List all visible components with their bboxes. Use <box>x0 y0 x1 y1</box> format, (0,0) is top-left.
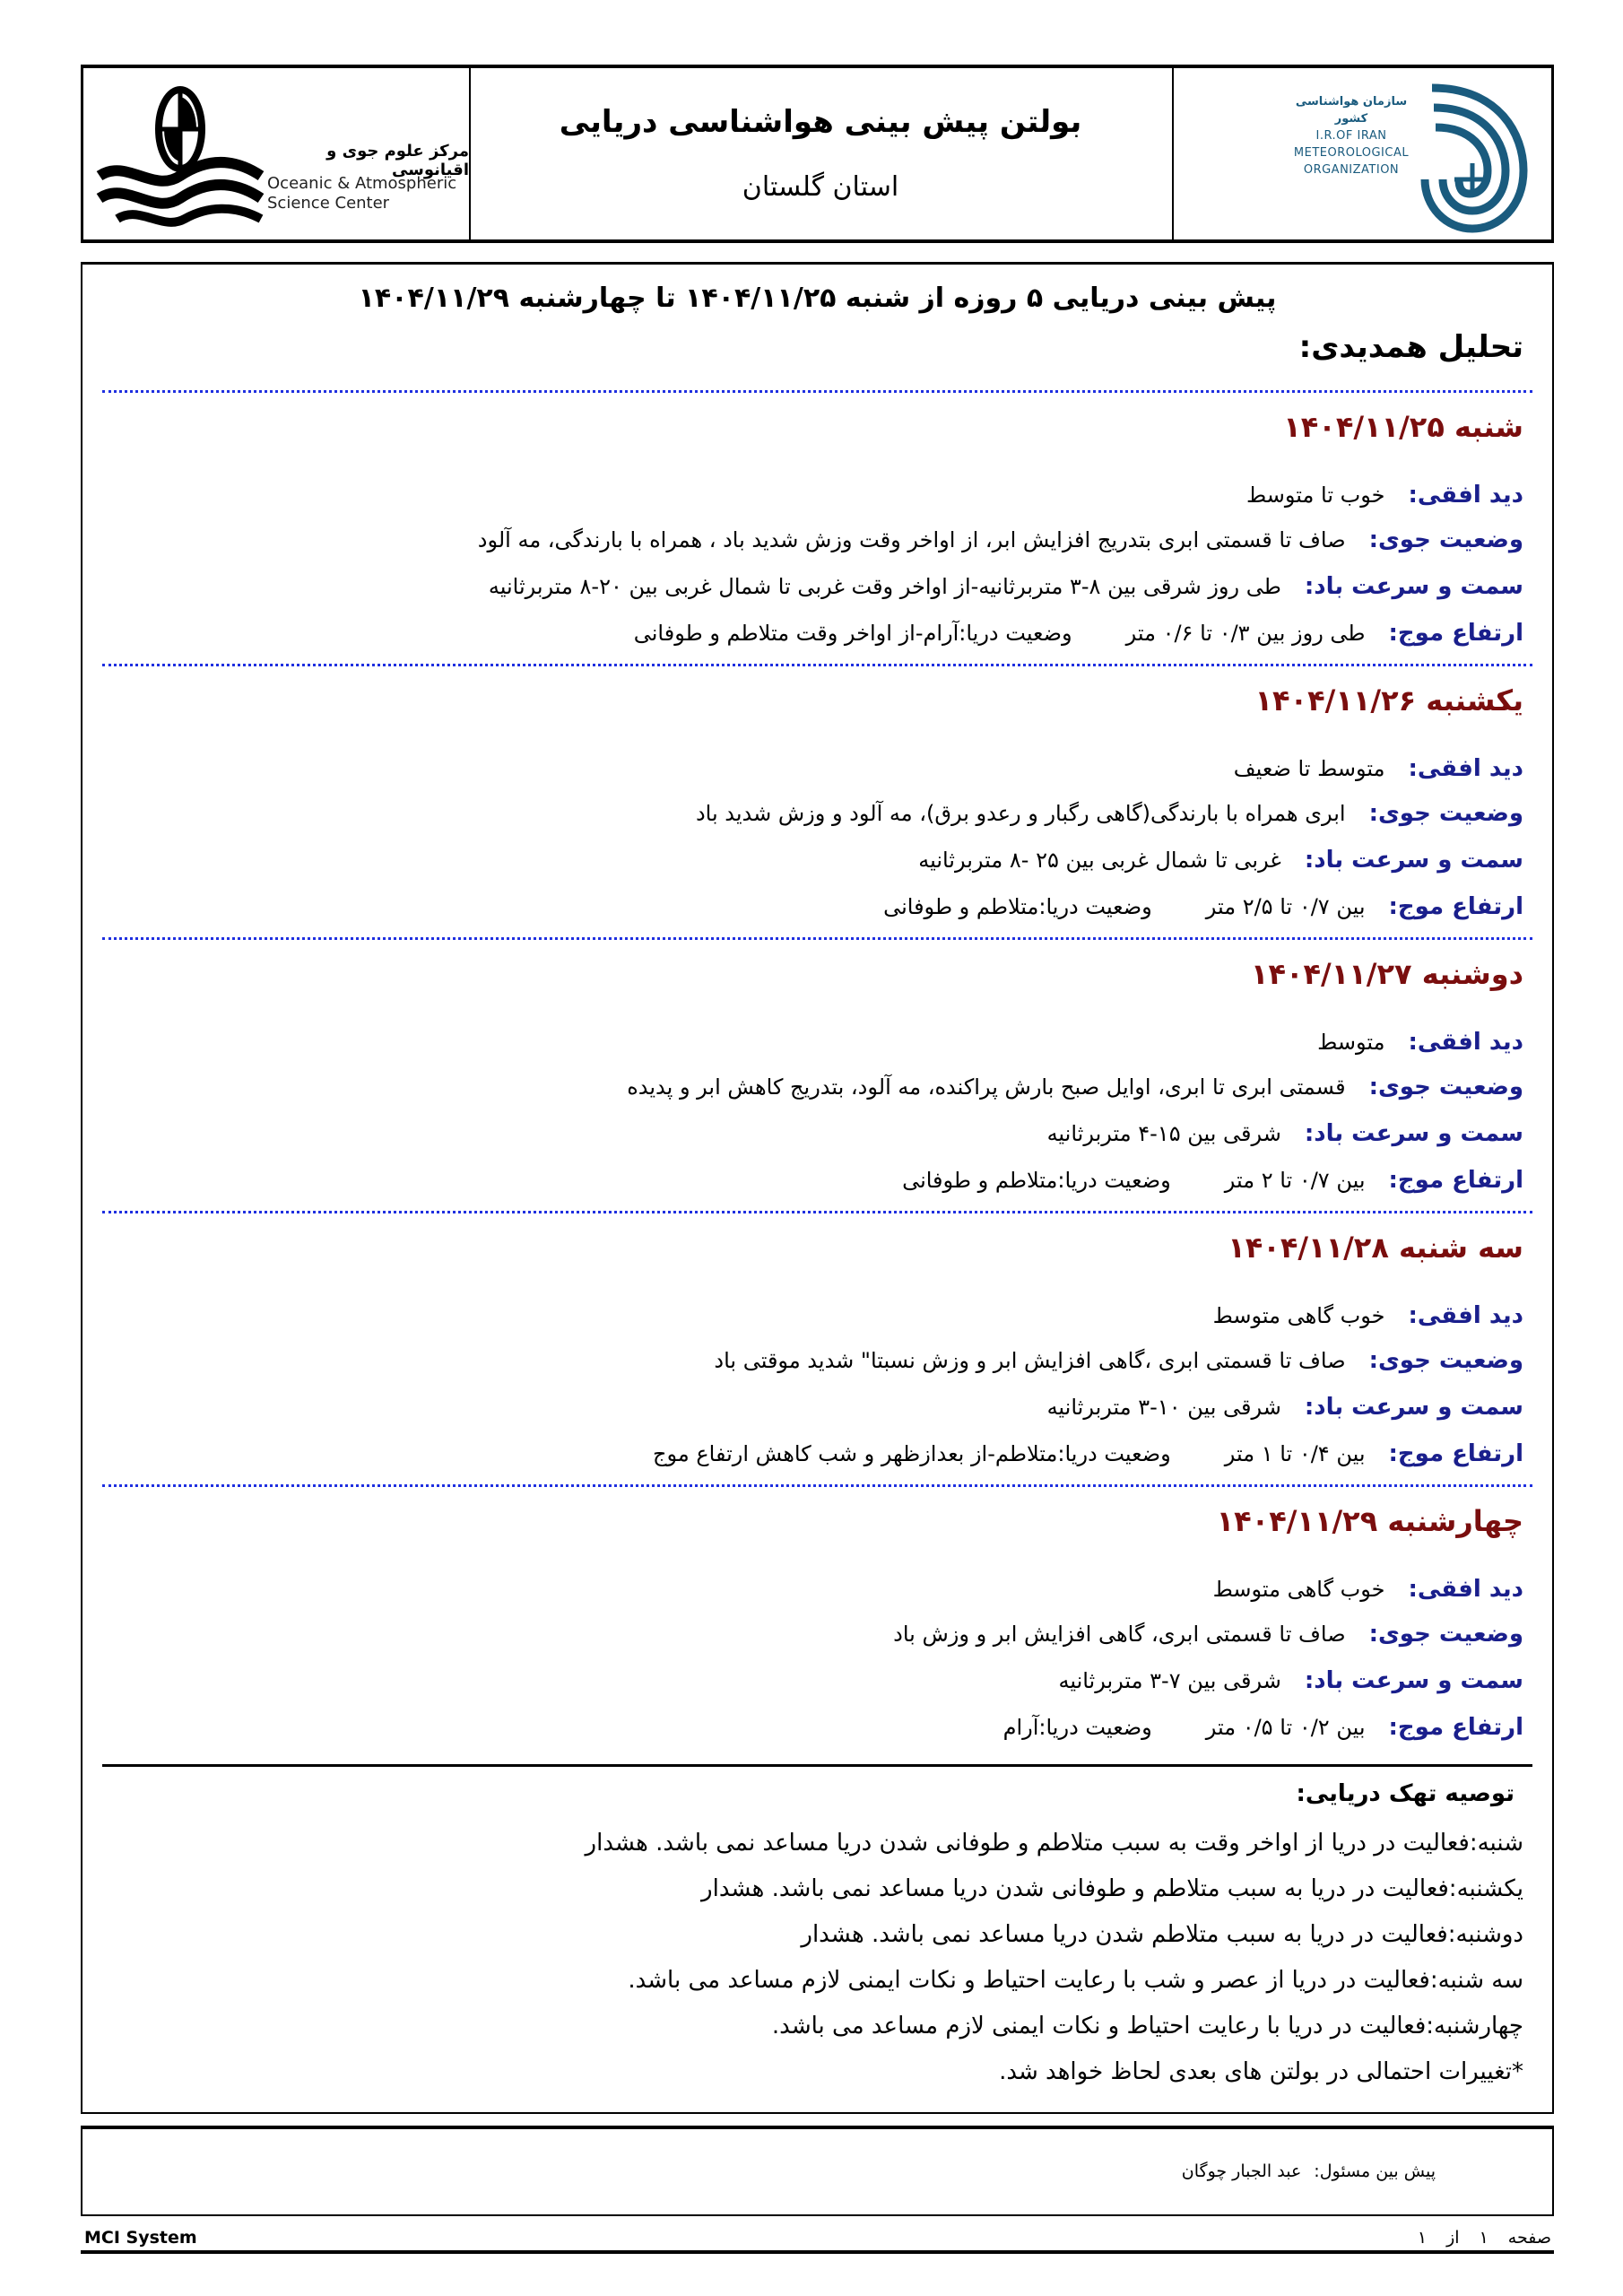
wind-row <box>1058 1667 1523 1694</box>
advisory-note: *تغییرات احتمالی در بولتن های بعدی لحاظ خواهد شد. <box>999 2058 1523 2085</box>
oceanic-center-logo-cell <box>83 68 471 239</box>
section-separator <box>102 937 1532 940</box>
weather-value: صاف تا قسمتی ابری بتدریج افزایش ابر، از اواخر وقت وزش شدید باد ، همراه با بارندگی، مه آلود <box>477 527 1346 552</box>
forecaster-signature <box>1182 2161 1436 2181</box>
section-separator <box>102 390 1532 393</box>
title-cell <box>469 68 1174 239</box>
advisory-line: شنبه:فعالیت در دریا از اواخر وقت به سبب متلاطم و طوفانی شدن دریا مساعد نمی باشد. هشدار <box>585 1830 1523 1857</box>
system-name: MCI System <box>84 2228 197 2248</box>
section-separator <box>102 664 1532 666</box>
day-forecast <box>102 1231 1523 1473</box>
wind-value: غربی تا شمال غربی بین ۲۵ -۸ متربرثانیه <box>918 848 1281 873</box>
weather-label: وضعیت جوی: <box>1368 526 1523 553</box>
wind-value: شرقی بین ۱۵-۴ متربرثانیه <box>1046 1121 1281 1146</box>
advisory-line: دوشنبه:فعالیت در دریا به سبب متلاطم شدن دریا مساعد نمی باشد. هشدار <box>801 1921 1523 1948</box>
sea-state-value: وضعیت دریا:آرام-از اواخر وقت متلاطم و طوفانی <box>633 621 1072 646</box>
weather-value: ابری همراه با بارندگی(گاهی رگبار و رعدو برق)، مه آلود و وزش شدید باد <box>695 801 1346 826</box>
weather-row <box>627 1074 1523 1100</box>
day-title: چهارشنبه ۱۴۰۴/۱۱/۲۹ <box>1216 1504 1523 1538</box>
wave-label: ارتفاع موج: <box>1388 893 1523 920</box>
section-separator <box>102 1211 1532 1213</box>
oceanic-center-name-en <box>267 174 456 213</box>
day-title: سه شنبه ۱۴۰۴/۱۱/۲۸ <box>1228 1231 1523 1265</box>
wave-value: بین ۰/۷ تا ۲/۵ متر <box>1205 894 1366 919</box>
irimo-logo-cell <box>1172 68 1551 239</box>
page-of: از <box>1446 2228 1460 2248</box>
wind-label: سمت و سرعت باد: <box>1304 1120 1523 1147</box>
visibility-value: متوسط تا ضعیف <box>1233 756 1385 781</box>
wind-row <box>489 573 1523 600</box>
wave-value: بین ۰/۴ تا ۱ متر <box>1224 1441 1366 1466</box>
day-title: یکشنبه ۱۴۰۴/۱۱/۲۶ <box>1254 683 1523 718</box>
forecast-period-title: پیش بینی دریایی ۵ روزه از شنبه ۱۴۰۴/۱۱/۲۵ تا چهارشنبه ۱۴۰۴/۱۱/۲۹ <box>358 283 1277 314</box>
weather-row <box>893 1621 1523 1648</box>
advisory-line: یکشنبه:فعالیت در دریا به سبب متلاطم و طوفانی شدن دریا مساعد نمی باشد. هشدار <box>701 1875 1523 1902</box>
page-indicator <box>1398 2228 1551 2248</box>
wave-row <box>902 1167 1523 1194</box>
wave-row <box>653 1440 1523 1467</box>
day-title: شنبه ۱۴۰۴/۱۱/۲۵ <box>1283 410 1523 444</box>
bulletin-header <box>81 65 1554 243</box>
irimo-logo-icon <box>1414 81 1531 233</box>
wind-row <box>1047 1120 1523 1147</box>
irimo-name <box>1280 93 1423 178</box>
wind-row <box>1047 1394 1523 1421</box>
weather-label: وضعیت جوی: <box>1368 1347 1523 1374</box>
irimo-name-en-line2: METEOROLOGICAL <box>1293 146 1410 160</box>
sea-state-value: وضعیت دریا:متلاطم و طوفانی <box>902 1168 1171 1193</box>
day-forecast <box>102 1504 1523 1746</box>
wind-label: سمت و سرعت باد: <box>1304 1667 1523 1694</box>
synoptic-analysis-heading: تحلیل همدیدی: <box>1298 329 1523 365</box>
advisory-line: سه شنبه:فعالیت در دریا از عصر و شب با رعایت احتیاط و نکات ایمنی لازم مساعد می باشد. <box>628 1967 1523 1994</box>
visibility-label: دید افقی: <box>1408 1302 1523 1329</box>
visibility-value: خوب تا متوسط <box>1246 483 1385 508</box>
forecaster-name: عبد الجبار چوگان <box>1181 2161 1302 2181</box>
wind-value: شرقی بین ۷-۳ متربرثانیه <box>1058 1668 1281 1693</box>
forecaster-box <box>81 2126 1554 2216</box>
wave-value: بین ۰/۷ تا ۲ متر <box>1224 1168 1366 1193</box>
visibility-row <box>1234 755 1523 782</box>
oceanic-center-name-fa: مرکز علوم جوی و اقیانوسی <box>326 142 469 179</box>
advisory-separator <box>102 1764 1532 1767</box>
wave-label: ارتفاع موج: <box>1388 1714 1523 1741</box>
weather-row <box>714 1347 1523 1374</box>
visibility-label: دید افقی: <box>1408 482 1523 509</box>
sea-state-value: وضعیت دریا:متلاطم و طوفانی <box>883 894 1152 919</box>
weather-label: وضعیت جوی: <box>1368 1621 1523 1648</box>
visibility-row <box>1213 1576 1523 1603</box>
oceanic-center-name-en-line1: Oceanic & Atmospheric <box>267 174 457 193</box>
wave-row <box>634 620 1523 647</box>
weather-value: صاف تا قسمتی ابری ،گاهی افزایش ابر و وزش نسبتا" شدید موقتی باد <box>714 1348 1346 1373</box>
wave-label: ارتفاع موج: <box>1388 1440 1523 1467</box>
wave-label: ارتفاع موج: <box>1388 1167 1523 1194</box>
forecaster-label: پیش بین مسئول: <box>1314 2161 1436 2181</box>
footer-rule <box>81 2250 1554 2254</box>
forecast-body <box>81 262 1554 2114</box>
page-current: ۱ <box>1479 2228 1488 2248</box>
advisory-heading: توصیه تهک دریایی: <box>1296 1780 1515 1807</box>
visibility-value: خوب گاهی متوسط <box>1212 1577 1385 1602</box>
irimo-name-en-line3: ORGANIZATION <box>1303 163 1400 177</box>
wave-value: بین ۰/۲ تا ۰/۵ متر <box>1205 1715 1366 1740</box>
visibility-label: دید افقی: <box>1408 1029 1523 1056</box>
weather-value: صاف تا قسمتی ابری، گاهی افزایش ابر و وزش باد <box>893 1622 1346 1647</box>
page-word: صفحه <box>1507 2228 1551 2248</box>
weather-row <box>696 800 1523 827</box>
sea-state-value: وضعیت دریا:متلاطم-از بعدازظهر و شب کاهش ارتفاع موج <box>652 1441 1171 1466</box>
wind-row <box>918 847 1523 874</box>
day-title: دوشنبه ۱۴۰۴/۱۱/۲۷ <box>1250 957 1523 991</box>
visibility-row <box>1317 1029 1523 1056</box>
province-name: استان گلستان <box>742 171 899 203</box>
weather-label: وضعیت جوی: <box>1368 1074 1523 1100</box>
page-total: ۱ <box>1417 2228 1428 2248</box>
visibility-row <box>1246 482 1523 509</box>
wind-label: سمت و سرعت باد: <box>1304 1394 1523 1421</box>
day-forecast <box>102 957 1523 1199</box>
visibility-label: دید افقی: <box>1408 1576 1523 1603</box>
wave-row <box>1003 1714 1523 1741</box>
weather-label: وضعیت جوی: <box>1368 800 1523 827</box>
oceanic-center-name-en-line2: Science Center <box>267 194 390 213</box>
irimo-name-en-line1: I.R.OF IRAN <box>1315 129 1387 143</box>
irimo-name-fa: سازمان هواشناسی کشور <box>1295 95 1408 126</box>
sea-state-value: وضعیت دریا:آرام <box>1002 1715 1152 1740</box>
oceanic-atmospheric-center-logo-icon <box>91 77 270 234</box>
wind-label: سمت و سرعت باد: <box>1304 847 1523 874</box>
visibility-value: خوب گاهی متوسط <box>1212 1303 1385 1328</box>
wind-label: سمت و سرعت باد: <box>1304 573 1523 600</box>
section-separator <box>102 1484 1532 1487</box>
visibility-value: متوسط <box>1317 1030 1385 1055</box>
wave-row <box>883 893 1523 920</box>
wave-label: ارتفاع موج: <box>1388 620 1523 647</box>
visibility-label: دید افقی: <box>1408 755 1523 782</box>
weather-value: قسمتی ابری تا ابری، اوایل صبح بارش پراکنده، مه آلود، بتدریج کاهش ابر و پدیده <box>627 1074 1346 1100</box>
day-forecast <box>102 410 1523 652</box>
wave-value: طی روز بین ۰/۳ تا ۰/۶ متر <box>1125 621 1366 646</box>
visibility-row <box>1213 1302 1523 1329</box>
weather-row <box>478 526 1523 553</box>
day-forecast <box>102 683 1523 926</box>
bulletin-title: بولتن پیش بینی هواشناسی دریایی <box>559 104 1082 140</box>
wind-value: شرقی بین ۱۰-۳ متربرثانیه <box>1046 1395 1281 1420</box>
advisory-line: چهارشنبه:فعالیت در دریا با رعایت احتیاط و نکات ایمنی لازم مساعد می باشد. <box>771 2013 1523 2039</box>
wind-value: طی روز شرقی بین ۸-۳ متربرثانیه-از اواخر وقت غربی تا شمال غربی بین ۲۰-۸ متربرثانیه <box>488 574 1281 599</box>
